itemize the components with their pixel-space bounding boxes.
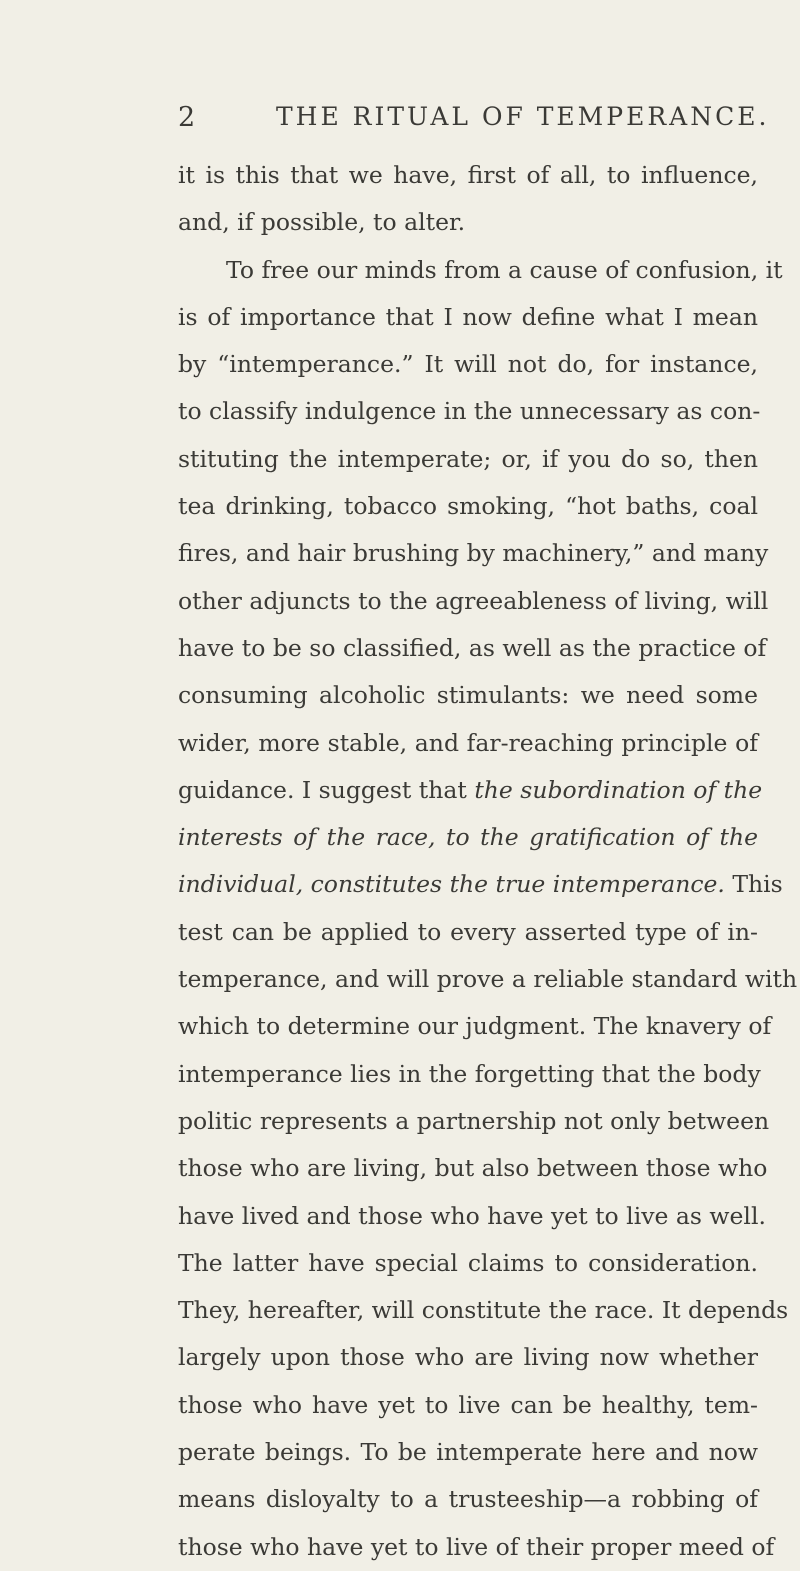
line-text: guidance. I suggest that [178,775,475,804]
italic-text: interests of the race, to the gratification of the [178,823,758,852]
text-line [178,956,798,1003]
line-text: have to be so classified, as well as the practice of [178,633,767,662]
line-text: perate beings. To be intemperate here and now [178,1438,758,1467]
text-line [178,861,783,908]
text-line [178,1145,768,1192]
text-line [178,436,758,483]
line-text: largely upon those who are living now whether [178,1343,758,1372]
line-text: This [724,870,783,899]
line-text: it is this that we have, first of all, to influence, [178,161,758,189]
line-text: by “intemperance.” It will not do, for instance, [178,350,758,379]
text-line [178,1287,789,1334]
line-text: The latter have special claims to consideration. [178,1248,758,1277]
text-line [178,720,758,767]
line-text: other adjuncts to the agreeableness of living, will [178,586,769,615]
text-line [178,1429,758,1476]
text-line [178,1382,758,1429]
text-line [178,247,783,294]
text-line [178,1240,758,1287]
line-text: those who have yet to live of their proper meed of [178,1532,775,1561]
text-line [178,1003,772,1050]
text-line [178,1098,770,1145]
line-text: They, hereafter, will constitute the race. It depends [178,1296,789,1325]
text-line [178,672,758,719]
text-line [178,152,758,199]
text-line [178,909,758,956]
page-header [178,102,770,142]
page-number: 2 [178,102,197,133]
line-text: stituting the intemperate; or, if you do so, then [178,444,758,473]
italic-text: individual, constitutes the true intemperance. [178,870,725,899]
text-line [178,1334,758,1381]
italic-text: the subordination of the [474,775,763,804]
running-head: THE RITUAL OF TEMPERANCE. [276,102,770,131]
line-text: and, if possible, to alter. [178,208,466,237]
line-text: have lived and those who have yet to live as well. [178,1201,766,1230]
text-line [178,814,758,861]
line-text: to classify indulgence in the unnecessary as con- [178,397,761,426]
line-text: is of importance that I now define what I mean [178,302,758,331]
line-text: those who have yet to live can be healthy, tem- [178,1390,758,1419]
line-text: intemperance lies in the forgetting that the body [178,1059,761,1088]
line-text: which to determine our judgment. The knavery of [178,1012,772,1041]
text-line [178,199,758,246]
line-text: tea drinking, tobacco smoking, “hot baths, coal [178,492,758,521]
text-line [178,1476,758,1523]
text-line [178,530,769,577]
body-text [178,152,798,1571]
line-text: wider, more stable, and far-reaching principle of [178,728,758,757]
line-text: means disloyalty to a trusteeship—a robbing of [178,1485,758,1514]
line-text: consuming alcoholic stimulants: we need some [178,681,758,710]
line-text: temperance, and will prove a reliable standard with [178,965,798,994]
line-text: those who are living, but also between those who [178,1154,768,1183]
text-line [178,1524,775,1571]
text-line [178,388,761,435]
line-text: test can be applied to every asserted type of in- [178,917,758,946]
text-line [178,578,769,625]
line-text: politic represents a partnership not only between [178,1106,770,1135]
text-line [178,1051,761,1098]
line-text: To free our minds from a cause of confusion, it [226,255,783,284]
text-line [178,341,758,388]
line-text: fires, and hair brushing by machinery,” and many [178,539,769,568]
text-line [178,767,763,814]
text-line [178,483,758,530]
text-line [178,625,767,672]
text-line [178,1193,766,1240]
text-line [178,294,758,341]
